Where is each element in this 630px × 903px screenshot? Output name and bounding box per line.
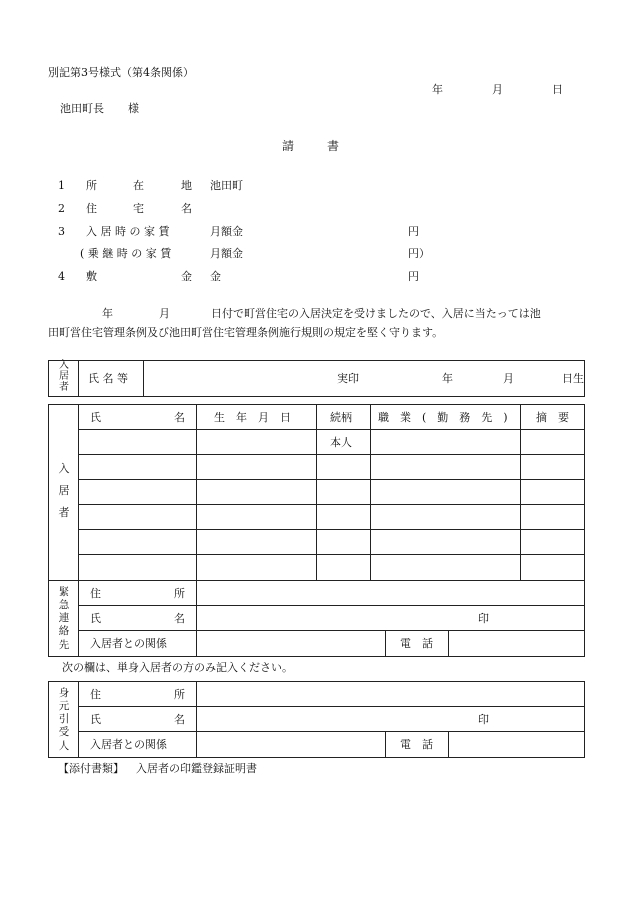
relation-self: 本人 [330,436,352,449]
guarantor-relation-label: 入居者との関係 [90,738,167,751]
item-2-label-c: 名 [181,202,192,215]
header-birthdate: 生 年 月 日 [214,411,291,424]
applicant-name-label: 氏 名 等 [88,372,128,385]
deposit-prefix: 金 [210,270,221,283]
guarantor-name-label-b: 名 [174,713,185,726]
applicant-birth-day: 日生 [562,372,584,385]
rent-transfer-unit: 円） [408,247,430,260]
header-relation: 続柄 [330,411,352,424]
applicant-side-char: 入 [59,360,69,371]
applicant-side-char: 者 [59,381,69,393]
guarantor-side-char: 人 [58,739,70,752]
title-char-1: 請 [282,139,295,153]
item-1-label-a: 所 [86,179,97,192]
guarantor-phone-label: 電 話 [400,738,433,751]
emergency-seal-mark: 印 [478,612,489,625]
item-3-number: 3 [58,225,65,238]
title-char-2: 書 [327,139,340,153]
item-1-number: 1 [58,179,65,192]
item-4-label-a: 敷 [86,270,97,283]
header-name-a: 氏 [90,411,101,424]
addressee: 池田町長 [60,102,104,115]
guarantor-side-char: 引 [58,713,70,726]
emergency-address-label-a: 住 [90,587,101,600]
rent-unit: 円 [408,225,419,238]
emergency-side-label [56,586,72,652]
residents-side-label [56,458,72,524]
item-2-label-a: 住 [86,202,97,215]
header-name-b: 名 [174,411,185,424]
residents-side-char: 者 [58,506,70,519]
emergency-address-label-b: 所 [174,587,185,600]
emergency-side-char: 連 [58,612,70,625]
emergency-relation-label: 入居者との関係 [90,637,167,650]
date-month-label: 月 [492,83,503,96]
residents-side-char: 居 [58,484,70,497]
item-3b-label: ( 乗 継 時 の 家 賃 [80,247,172,260]
header-occupation: 職 業 ( 勤 務 先 ) [378,411,508,424]
guarantor-seal-mark: 印 [478,713,489,726]
residents-side-char: 入 [58,462,70,475]
form-number: 別記第3号様式（第4条関係） [48,66,194,79]
rent-prefix: 月額金 [210,225,243,238]
emergency-phone-label: 電 話 [400,637,433,650]
emergency-name-label-a: 氏 [90,612,101,625]
pledge-text-line-1: 日付で町営住宅の入居決定を受けましたので、入居に当たっては池 [211,307,541,320]
item-2-label-b: 宅 [133,202,144,215]
deposit-unit: 円 [408,270,419,283]
attachment-text: 入居者の印鑑登録証明書 [136,762,257,775]
addressee-honorific: 様 [128,102,139,115]
emergency-side-char: 絡 [58,625,70,638]
guarantor-side-char: 元 [58,700,70,713]
date-day-label: 日 [552,83,563,96]
date-year-label: 年 [432,83,443,96]
applicant-seal-label: 実印 [337,372,359,385]
single-resident-note: 次の欄は、単身入居者の方のみ記入ください。 [62,661,293,674]
guarantor-name-label-a: 氏 [90,713,101,726]
applicant-birth-month: 月 [503,372,514,385]
emergency-side-char: 緊 [58,586,70,598]
applicant-side-char: 居 [59,370,69,382]
guarantor-side-char: 受 [58,726,70,739]
item-4-label-b: 金 [181,270,192,283]
applicant-birth-year: 年 [442,372,453,385]
item-4-number: 4 [58,270,65,283]
pledge-text-line-2: 田町営住宅管理条例及び池田町営住宅管理条例施行規則の規定を堅く守ります。 [48,326,444,339]
attachment-label: 【添付書類】 [58,762,124,775]
item-1-label-b: 在 [133,179,144,192]
guarantor-side-char: 身 [58,687,70,699]
emergency-name-label-b: 名 [174,612,185,625]
item-1-label-c: 地 [181,179,192,192]
item-3-label: 入 居 時 の 家 賃 [86,225,170,238]
item-2-number: 2 [58,202,65,215]
applicant-side-label [56,361,72,393]
pledge-year-label: 年 [102,307,113,320]
guarantor-address-label-b: 所 [174,688,185,701]
rent-transfer-prefix: 月額金 [210,247,243,260]
pledge-month-label: 月 [159,307,170,320]
guarantor-side-label [56,687,72,753]
emergency-side-char: 先 [58,638,70,651]
emergency-side-char: 急 [58,599,70,612]
item-1-value: 池田町 [210,179,243,192]
header-notes: 摘 要 [536,411,569,424]
guarantor-address-label-a: 住 [90,688,101,701]
